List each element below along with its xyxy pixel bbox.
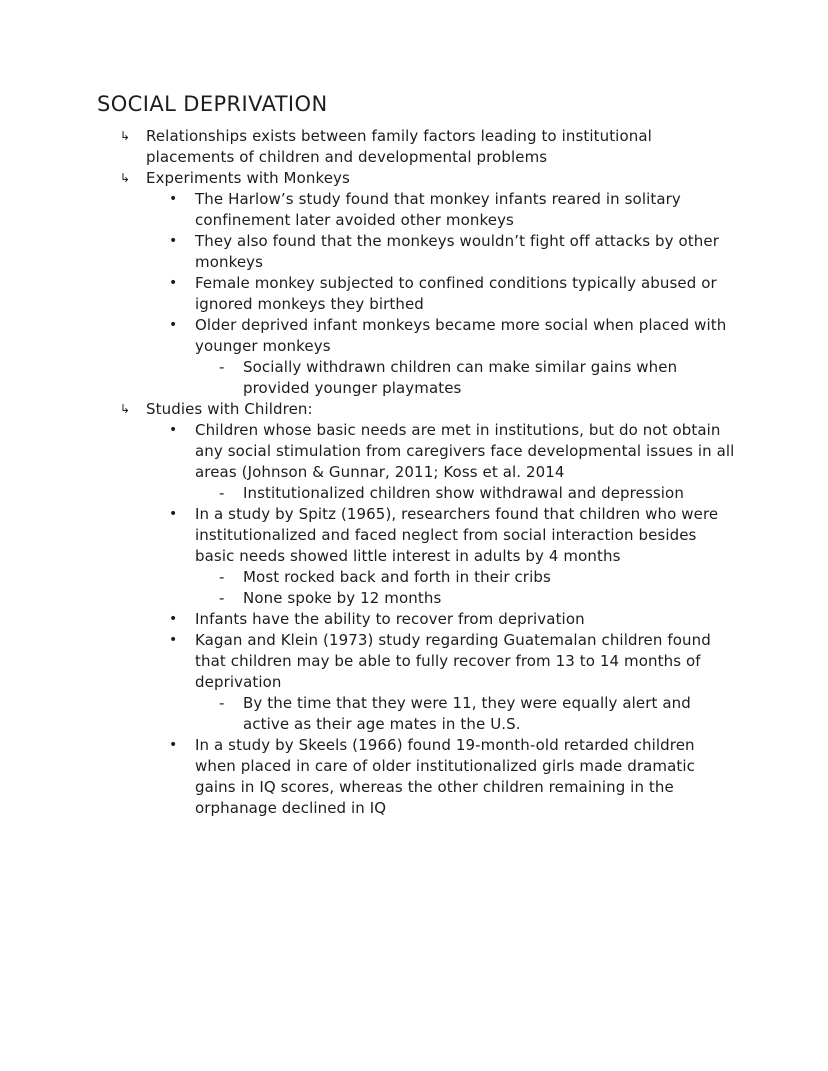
item-text: In a study by Skeels (1966) found 19-month-old retarded children when placed in care of older institutionalized girls made dramatic gains in IQ scores, whereas the other children remaining in the orphanage declined in IQ <box>195 736 695 817</box>
dash-bullet-icon: - <box>219 694 225 712</box>
item-text: Infants have the ability to recover from deprivation <box>195 610 585 628</box>
dot-bullet-icon: • <box>169 506 178 522</box>
item-text: Female monkey subjected to confined conditions typically abused or ignored monkeys they birthed <box>195 274 717 313</box>
outline-item <box>97 693 736 735</box>
arrow-bullet-icon: ↳ <box>120 402 131 416</box>
dot-bullet-icon: • <box>169 275 178 291</box>
dot-bullet-icon: • <box>169 422 178 438</box>
item-text: The Harlow’s study found that monkey infants reared in solitary confinement later avoided other monkeys <box>195 190 681 229</box>
item-text: Older deprived infant monkeys became more social when placed with younger monkeys <box>195 316 727 355</box>
item-text: Children whose basic needs are met in institutions, but do not obtain any social stimulation from caregivers face developmental issues in all areas (Johnson & Gunnar, 2011; Koss et al. 2014 <box>195 421 735 481</box>
outline-item <box>97 273 736 315</box>
item-text: Most rocked back and forth in their cribs <box>243 568 551 586</box>
item-text: By the time that they were 11, they were equally alert and active as their age mates in the U.S. <box>243 694 691 733</box>
item-text: In a study by Spitz (1965), researchers found that children who were institutionalized and faced neglect from social interaction besides basic needs showed little interest in adults by 4 months <box>195 505 719 565</box>
outline-item <box>97 168 736 189</box>
item-text: Kagan and Klein (1973) study regarding Guatemalan children found that children may be able to fully recover from 13 to 14 months of deprivation <box>195 631 711 691</box>
dash-bullet-icon: - <box>219 568 225 586</box>
arrow-bullet-icon: ↳ <box>120 129 131 143</box>
outline-item <box>97 588 736 609</box>
outline-item <box>97 399 736 420</box>
outline-item <box>97 231 736 273</box>
outline-item <box>97 609 736 630</box>
outline-item <box>97 567 736 588</box>
outline-item <box>97 315 736 357</box>
item-text: Relationships exists between family factors leading to institutional placements of children and developmental problems <box>146 127 652 166</box>
dash-bullet-icon: - <box>219 358 225 376</box>
outline-item <box>97 126 736 168</box>
outline-item <box>97 189 736 231</box>
item-text: They also found that the monkeys wouldn’t fight off attacks by other monkeys <box>195 232 719 271</box>
dot-bullet-icon: • <box>169 317 178 333</box>
outline-item <box>97 735 736 819</box>
notes-outline <box>97 126 736 819</box>
dash-bullet-icon: - <box>219 589 225 607</box>
dot-bullet-icon: • <box>169 632 178 648</box>
dash-bullet-icon: - <box>219 484 225 502</box>
item-text: Institutionalized children show withdrawal and depression <box>243 484 684 502</box>
dot-bullet-icon: • <box>169 737 178 753</box>
item-text: None spoke by 12 months <box>243 589 442 607</box>
dot-bullet-icon: • <box>169 191 178 207</box>
dot-bullet-icon: • <box>169 233 178 249</box>
page-title: SOCIAL DEPRIVATION <box>97 92 328 116</box>
outline-item <box>97 483 736 504</box>
outline-item <box>97 357 736 399</box>
item-text: Studies with Children: <box>146 400 313 418</box>
arrow-bullet-icon: ↳ <box>120 171 131 185</box>
item-text: Socially withdrawn children can make similar gains when provided younger playmates <box>243 358 678 397</box>
outline-item <box>97 504 736 567</box>
outline-item <box>97 420 736 483</box>
outline-item <box>97 630 736 693</box>
dot-bullet-icon: • <box>169 611 178 627</box>
item-text: Experiments with Monkeys <box>146 169 350 187</box>
